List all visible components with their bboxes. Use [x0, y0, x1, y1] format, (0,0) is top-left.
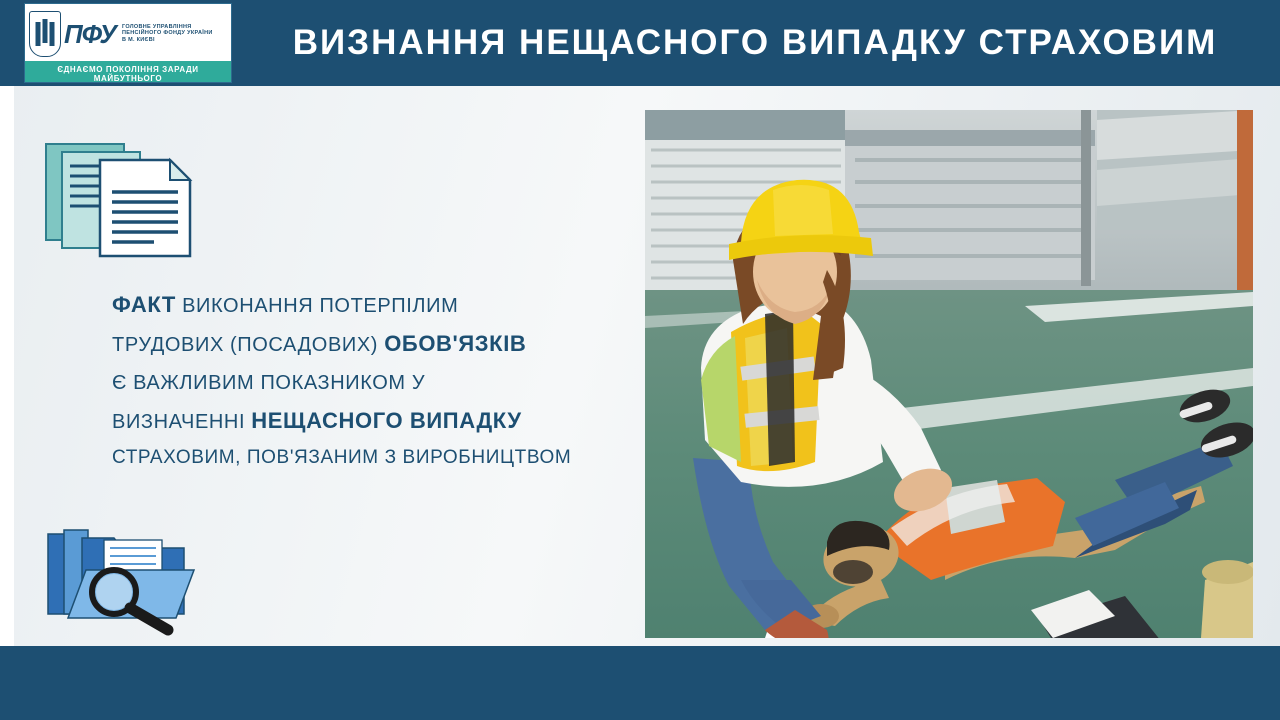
- folder-magnifier-icon: [42, 518, 212, 636]
- content-line-4-strong: НЕЩАСНОГО ВИПАДКУ: [251, 408, 522, 433]
- logo-org-line-1: ГОЛОВНЕ УПРАВЛІННЯ: [121, 24, 192, 31]
- ukraine-trident-emblem: [29, 11, 61, 57]
- logo-org-line-2: ПЕНСІЙНОГО ФОНДУ УКРАЇНИ: [121, 30, 213, 37]
- slide-footer: [0, 646, 1280, 720]
- content-line-1-rest: ВИКОНАННЯ ПОТЕРПІЛИМ: [175, 295, 459, 317]
- left-white-strip: [0, 86, 14, 646]
- logo-org-line-3: В М. КИЄВІ: [121, 36, 155, 43]
- logo-slogan: ЄДНАЄМО ПОКОЛІННЯ ЗАРАДИ МАЙБУТНЬОГО: [25, 61, 231, 82]
- content-line-2-strong: ОБОВ'ЯЗКІВ: [384, 331, 527, 356]
- logo-abbreviation: ПФУ: [64, 18, 116, 49]
- content-line-3: [112, 372, 632, 395]
- accident-photo: [645, 110, 1253, 638]
- page-title: ВИЗНАННЯ НЕЩАСНОГО ВИПАДКУ СТРАХОВИМ: [292, 23, 1218, 62]
- content-line-5-rest: СТРАХОВИМ, ПОВ'ЯЗАНИМ З ВИРОБНИЦТВОМ: [112, 447, 572, 468]
- content-line-1: [112, 292, 632, 318]
- content-line-4-rest: ВИЗНАЧЕННІ: [112, 411, 252, 433]
- content-line-1-strong: ФАКТ: [112, 292, 176, 317]
- content-line-2: [112, 331, 632, 357]
- pfu-logo: [24, 3, 232, 83]
- content-line-5: [112, 447, 632, 469]
- content-line-2-rest: ТРУДОВИХ (ПОСАДОВИХ): [112, 334, 385, 356]
- documents-stack-icon: [44, 136, 194, 264]
- content-line-4: [112, 408, 632, 434]
- logo-org-lines: [122, 24, 213, 43]
- content-line-3-rest: Є ВАЖЛИВИМ ПОКАЗНИКОМ У: [112, 372, 426, 394]
- logo-main-row: [25, 4, 231, 60]
- content-text: [112, 292, 632, 482]
- slide-header: [0, 0, 1280, 86]
